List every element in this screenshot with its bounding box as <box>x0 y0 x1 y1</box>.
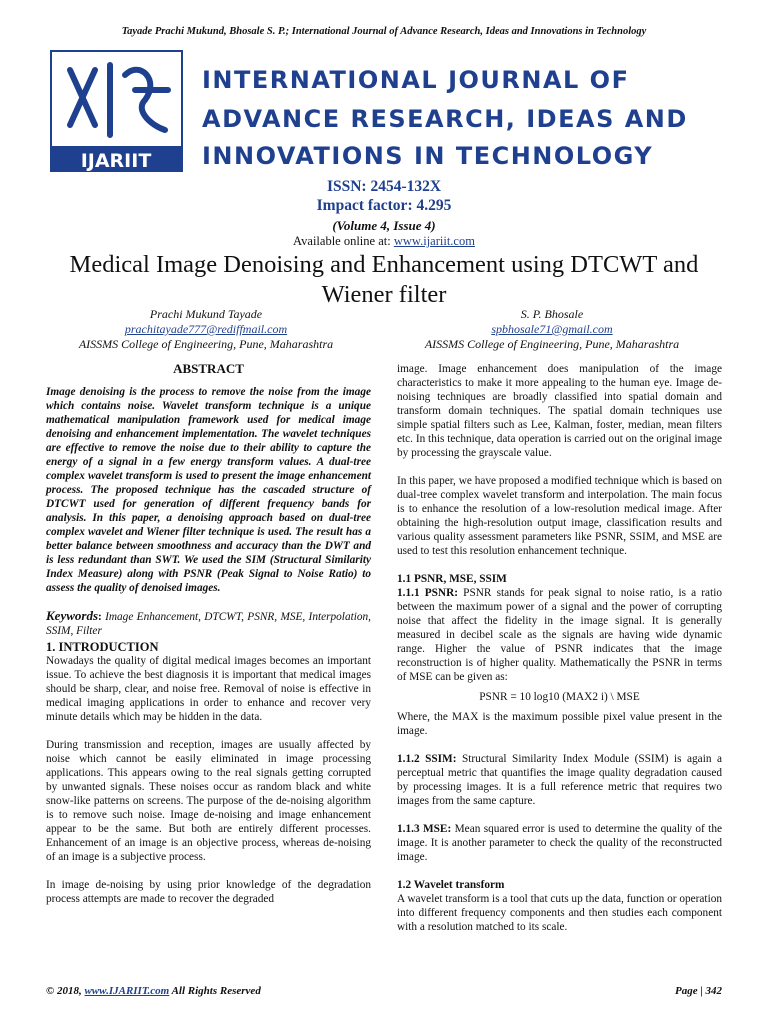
section-1-1-heading: 1.1 PSNR, MSE, SSIM <box>397 573 507 585</box>
psnr-formula: PSNR = 10 log10 (MAX2 i) \ MSE <box>479 691 640 703</box>
author-name: S. P. Bhosale <box>520 307 584 321</box>
mse-text: Mean squared error is used to determine the quality of the image. It is another parameter to check the quality of the reconstructed image. <box>397 823 722 863</box>
page-number: Page | 342 <box>674 985 722 997</box>
wavelet-paragraph: A wavelet transform is a tool that cuts up the data, function or operation into different frequency components and then studies each component with a resolution matched to its scale. <box>397 893 723 933</box>
site-link[interactable]: www.ijariit.com <box>393 234 475 248</box>
ssim-paragraph <box>397 752 722 808</box>
footer-copyright <box>46 985 261 997</box>
left-column <box>46 362 371 906</box>
footer-link[interactable]: www.IJARIIT.com <box>84 985 170 997</box>
logo-wordmark: IJARIIT <box>80 150 152 172</box>
psnr-text: PSNR stands for peak signal to noise ratio, is a ratio between the maximum power of a signal and the power of corrupting noise that affect the fidelity in the image signal. It is generally measured in decibel scale as the signals are having wide dynamic range. Higher the value of PSNR indicates that the image reconstruction is of higher quality. Mathematically the PSNR in terms of MSE can be given as: <box>397 587 722 683</box>
author-affiliation: AISSMS College of Engineering, Pune, Maharashtra <box>78 337 334 351</box>
author-email[interactable]: spbhosale71@gmail.com <box>491 322 613 336</box>
ssim-label: 1.1.2 SSIM: <box>397 753 457 765</box>
keywords-line: Keywords: Image Enhancement, DTCWT, PSNR, MSE, Interpolation, SSIM, Filter <box>46 608 371 637</box>
intro-paragraph-2: During transmission and reception, images are usually affected by noise which cannot be easily eliminated in image processing applications. This appears owing to the real signals getting corrupted by unwanted signals. These noises occur as random black and white snow-like patterns on screens. The purpose of the de-noising algorithm is to remove such noise. Image de-noising and image enhancement appear to be the same. But both are entirely different processes. Enhancement of an image is an objective process, whereas de-noising of an image is a subjective process. <box>46 739 371 863</box>
author-email[interactable]: prachitayade777@rediffmail.com <box>124 322 288 336</box>
psnr-label: 1.1.1 PSNR: <box>397 587 459 599</box>
mse-paragraph <box>397 822 722 864</box>
journal-name-line2: ADVANCE RESEARCH, IDEAS AND <box>202 105 688 133</box>
author-2 <box>402 307 702 352</box>
keywords-label: Keywords <box>46 608 98 623</box>
availability-line <box>0 234 768 249</box>
abstract-text: Image denoising is the process to remove the noise from the image which contains noise. Wavelet transform technique is a unique mathematical manipulation framework used for medical image denoising and enhancement implementation. The wavelet techniques are effective to remove the noise due to their ability to capture the energy of a signal in a few energy transform values. A dual-tree complex wavelet transform is used to present the image enhancement process. The proposed technique has the cascaded structure of DTCWT used for generation of different frequency bands for analysis. In this paper, a denoising approach based on dual-tree complex wavelet and Wiener filter technique is used. The result has a better balance between smoothness and accuracy than the DWT and is less redundant than SWT. We used the SIM (Structural Similarity Index Measure) along with PSNR (Peak Signal to Noise Ratio) to assess the quality of denoised images. <box>46 386 371 594</box>
intro-heading: 1. INTRODUCTION <box>46 640 159 654</box>
journal-name-line1: INTERNATIONAL JOURNAL OF <box>202 66 630 94</box>
right-column <box>397 362 722 934</box>
psnr-after-text: Where, the MAX is the maximum possible pixel value present in the image. <box>397 711 722 737</box>
paper-title-line1: Medical Image Denoising and Enhancement using DTCWT and <box>69 251 699 278</box>
volume-issue: (Volume 4, Issue 4) <box>332 218 436 233</box>
intro-paragraph-1: Nowadays the quality of digital medical images becomes an important issue. To achieve the best diagnosis it is important that medical images should be sharp, clear, and noise free. Removal of noise is effective in medical imaging applications in order to enhance and recover very minute details which may be hidden in the data. <box>46 655 371 723</box>
keywords-text: Image Enhancement, DTCWT, PSNR, MSE, Interpolation, SSIM, Filter <box>46 611 371 637</box>
author-1 <box>56 307 356 352</box>
available-label: Available online at: <box>293 234 394 248</box>
journal-logo <box>50 50 183 172</box>
impact-factor: Impact factor: 4.295 <box>316 197 452 214</box>
journal-name-line3: INNOVATIONS IN TECHNOLOGY <box>202 142 654 170</box>
psnr-paragraph <box>397 586 722 684</box>
running-header: Tayade Prachi Mukund, Bhosale S. P.; International Journal of Advance Research, Ideas and Innovations in Technology <box>121 26 647 37</box>
section-1-2-heading: 1.2 Wavelet transform <box>397 879 505 891</box>
mse-label: 1.1.3 MSE: <box>397 823 452 835</box>
right-paragraph-1: image. Image enhancement does manipulation of the image characteristics to make it more appealing to the human eye. Image de-noising techniques are broadly classified into spatial domain and transform domain techniques. The spatial domain techniques use simple spatial filters such as Lee, Kalman, foster, median, mean filters etc. In this technique, data operation is carried out on the original image by processing the grayscale value. <box>397 363 722 459</box>
copyright-text: © 2018, <box>46 985 85 997</box>
issn: ISSN: 2454-132X <box>326 178 442 195</box>
ssim-text: Structural Similarity Index Module (SSIM) is again a perceptual metric that quantifies the image quality degradation caused by processing images. It is a full reference metric that requires two images from the same capture. <box>397 753 722 807</box>
right-paragraph-2: In this paper, we have proposed a modified technique which is based on dual-tree complex wavelet transform and interpolation. The main focus is to enhance the resolution of a low-resolution medical image. After obtaining the high-resolution output image, classification results and various quality assessment parameters like PSNR, SSIM, and MSE are used to test this resolution enhancement technique. <box>397 475 722 557</box>
rights-text: All Rights Reserved <box>169 985 261 997</box>
author-affiliation: AISSMS College of Engineering, Pune, Maharashtra <box>424 337 680 351</box>
intro-paragraph-3: In image de-noising by using prior knowledge of the degradation process attempts are made to recover the degraded <box>46 879 371 905</box>
abstract-heading: ABSTRACT <box>173 361 244 376</box>
author-name: Prachi Mukund Tayade <box>149 307 263 321</box>
logo-icon <box>50 50 183 172</box>
paper-title-line2: Wiener filter <box>321 281 447 308</box>
